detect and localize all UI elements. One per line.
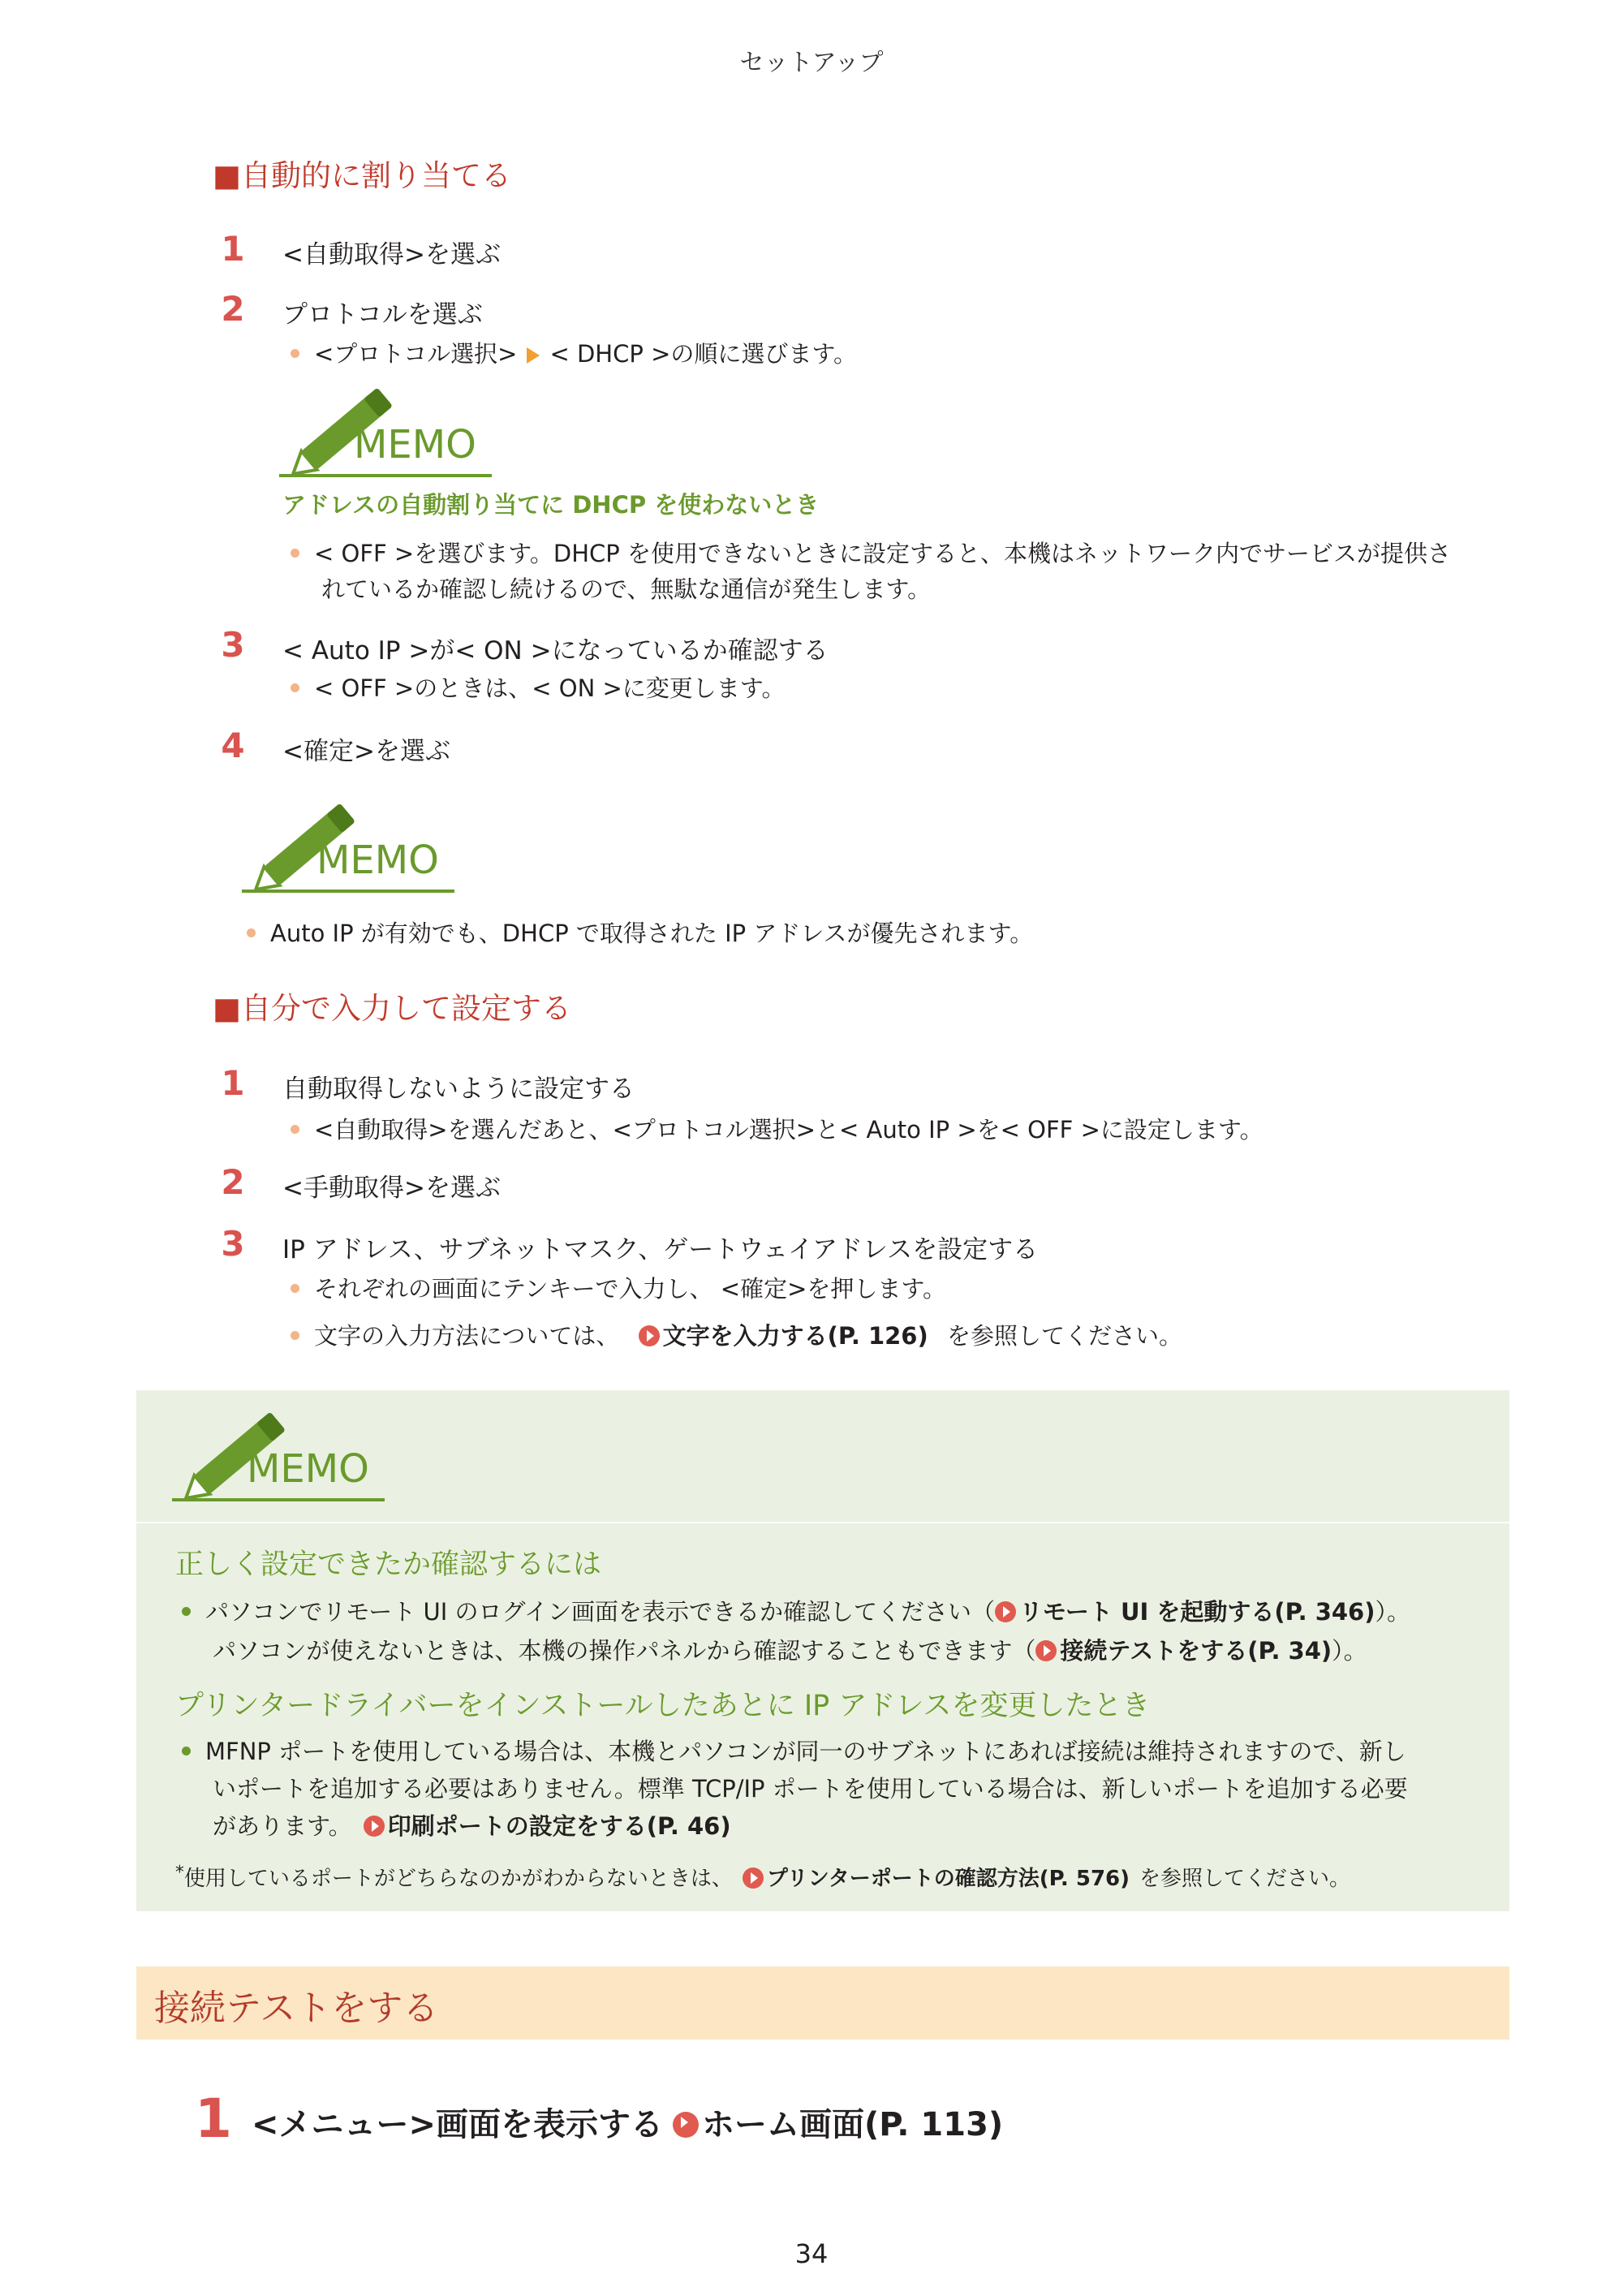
bullet-text: <プロトコル選択> bbox=[314, 340, 518, 368]
memo-title: アドレスの自動割り当てに DHCP を使わないとき bbox=[282, 491, 820, 519]
link-arrow-icon bbox=[639, 1325, 660, 1346]
bullet-text: ）。 bbox=[1375, 1598, 1411, 1626]
bullet-text: < DHCP >の順に選びます。 bbox=[549, 340, 858, 368]
step-text: <手動取得>を選ぶ bbox=[282, 1174, 501, 1203]
heading-square: ■ bbox=[213, 991, 241, 1026]
bullet-item bbox=[182, 1734, 1406, 1769]
step-text: 自動取得しないように設定する bbox=[282, 1075, 635, 1104]
link-arrow-icon bbox=[743, 1867, 764, 1889]
bullet-text: < OFF >を選びます。DHCP を使用できないときに設定すると、本機はネットワーク内でサービスが提供さ bbox=[314, 540, 1451, 567]
heading-square: ■ bbox=[213, 158, 241, 193]
cross-reference-link[interactable]: ホーム画面(P. 113) bbox=[673, 2106, 1003, 2143]
step-number: 3 bbox=[221, 625, 245, 665]
bullet-dot bbox=[291, 1125, 299, 1134]
bullet-text: パソコンでリモート UI のログイン画面を表示できるか確認してください（ bbox=[205, 1598, 996, 1626]
page-header-title: セットアップ bbox=[739, 49, 884, 77]
bullet-dot bbox=[291, 1284, 299, 1293]
cross-reference-link[interactable]: リモート UI を起動する(P. 346) bbox=[995, 1598, 1375, 1626]
bullet-item bbox=[291, 1318, 1182, 1354]
bullet-item bbox=[291, 536, 1524, 571]
memo-label: MEMO bbox=[247, 1446, 369, 1492]
bullet-text: < OFF >のときは、< ON >に変更します。 bbox=[314, 674, 786, 702]
cross-reference-link[interactable]: 接続テストをする(P. 34) bbox=[1035, 1637, 1332, 1665]
bullet-continuation: いポートを追加する必要はありません。標準 TCP/IP ポートを使用している場合は、新しいポートを追加する必要 bbox=[213, 1775, 1408, 1803]
bullet-text: <自動取得>を選んだあと、<プロトコル選択>と< Auto IP >を< OFF >に設定します。 bbox=[314, 1116, 1264, 1144]
step-text: <確定>を選ぶ bbox=[282, 737, 450, 766]
bullet-text: を参照してください。 bbox=[946, 1322, 1182, 1350]
memo-subtitle: プリンタードライバーをインストールしたあとに IP アドレスを変更したとき bbox=[175, 1690, 1151, 1722]
step-text: プロトコルを選ぶ bbox=[282, 300, 483, 330]
section-heading-test: 接続テストをする bbox=[154, 1988, 439, 2029]
step-number: 1 bbox=[221, 229, 245, 269]
memo-footnote: *使用しているポートがどちらなのかがわからないときは、 プリンターポートの確認方法(P. 576) を参照してください。 bbox=[175, 1862, 1351, 1891]
bullet-dot bbox=[291, 549, 299, 558]
bullet-item bbox=[291, 336, 857, 372]
step-number: 2 bbox=[221, 289, 245, 329]
cross-reference-link[interactable]: 印刷ポートの設定をする(P. 46) bbox=[364, 1812, 731, 1840]
step-number: 1 bbox=[195, 2087, 232, 2150]
bullet-item bbox=[182, 1594, 1410, 1630]
link-arrow-icon bbox=[995, 1601, 1016, 1622]
bullet-continuation: があります。 印刷ポートの設定をする(P. 46) bbox=[213, 1812, 731, 1840]
step-number: 2 bbox=[221, 1162, 245, 1202]
section-heading-manual bbox=[213, 984, 571, 1027]
bullet-text: 文字の入力方法については、 bbox=[314, 1322, 620, 1350]
cross-reference-link[interactable]: 文字を入力する(P. 126) bbox=[639, 1322, 928, 1350]
link-arrow-icon bbox=[1035, 1640, 1057, 1661]
bullet-dot bbox=[182, 1607, 191, 1616]
cross-reference-link[interactable]: プリンターポートの確認方法(P. 576) bbox=[743, 1867, 1130, 1891]
step-number: 1 bbox=[221, 1063, 245, 1103]
heading-text: 自動的に割り当てる bbox=[240, 158, 511, 193]
divider bbox=[136, 1522, 1509, 1523]
heading-text: 自分で入力して設定する bbox=[240, 991, 571, 1026]
step-number: 4 bbox=[221, 726, 245, 765]
bullet-dot bbox=[291, 683, 299, 692]
memo-label: MEMO bbox=[354, 422, 476, 467]
bullet-continuation: パソコンが使えないときは、本機の操作パネルから確認することもできます（ 接続テストをする(P. 34)）。 bbox=[213, 1637, 1367, 1665]
bullet-text: それぞれの画面にテンキーで入力し、 <確定>を押します。 bbox=[314, 1275, 947, 1303]
step-number: 3 bbox=[221, 1224, 245, 1264]
bullet-item bbox=[247, 915, 1033, 951]
page-number: 34 bbox=[794, 2238, 829, 2269]
step-text: < Auto IP >が< ON >になっているか確認する bbox=[282, 636, 829, 666]
section-heading-auto bbox=[213, 151, 511, 195]
memo-label: MEMO bbox=[316, 838, 439, 883]
bullet-item bbox=[291, 670, 785, 706]
memo-subtitle: 正しく設定できたか確認するには bbox=[175, 1549, 602, 1581]
bullet-continuation: れているか確認し続けるので、無駄な通信が発生します。 bbox=[321, 575, 932, 603]
bullet-text: Auto IP が有効でも、DHCP で取得された IP アドレスが優先されます。 bbox=[270, 920, 1034, 947]
link-arrow-icon bbox=[673, 2112, 699, 2138]
bullet-dot bbox=[291, 1331, 299, 1340]
step-text: <メニュー>画面を表示する ホーム画面(P. 113) bbox=[252, 2106, 1004, 2143]
step-text: IP アドレス、サブネットマスク、ゲートウェイアドレスを設定する bbox=[282, 1235, 1039, 1264]
step-text: <自動取得>を選ぶ bbox=[282, 240, 501, 269]
arrow-right-icon bbox=[527, 347, 540, 364]
bullet-item bbox=[291, 1112, 1264, 1148]
bullet-text: MFNP ポートを使用している場合は、本機とパソコンが同一のサブネットにあれば接続は維持されますので、新し bbox=[205, 1738, 1406, 1765]
bullet-dot bbox=[182, 1747, 191, 1755]
bullet-dot bbox=[291, 349, 299, 358]
bullet-dot bbox=[247, 928, 256, 937]
bullet-item bbox=[291, 1271, 946, 1307]
link-arrow-icon bbox=[364, 1816, 385, 1837]
